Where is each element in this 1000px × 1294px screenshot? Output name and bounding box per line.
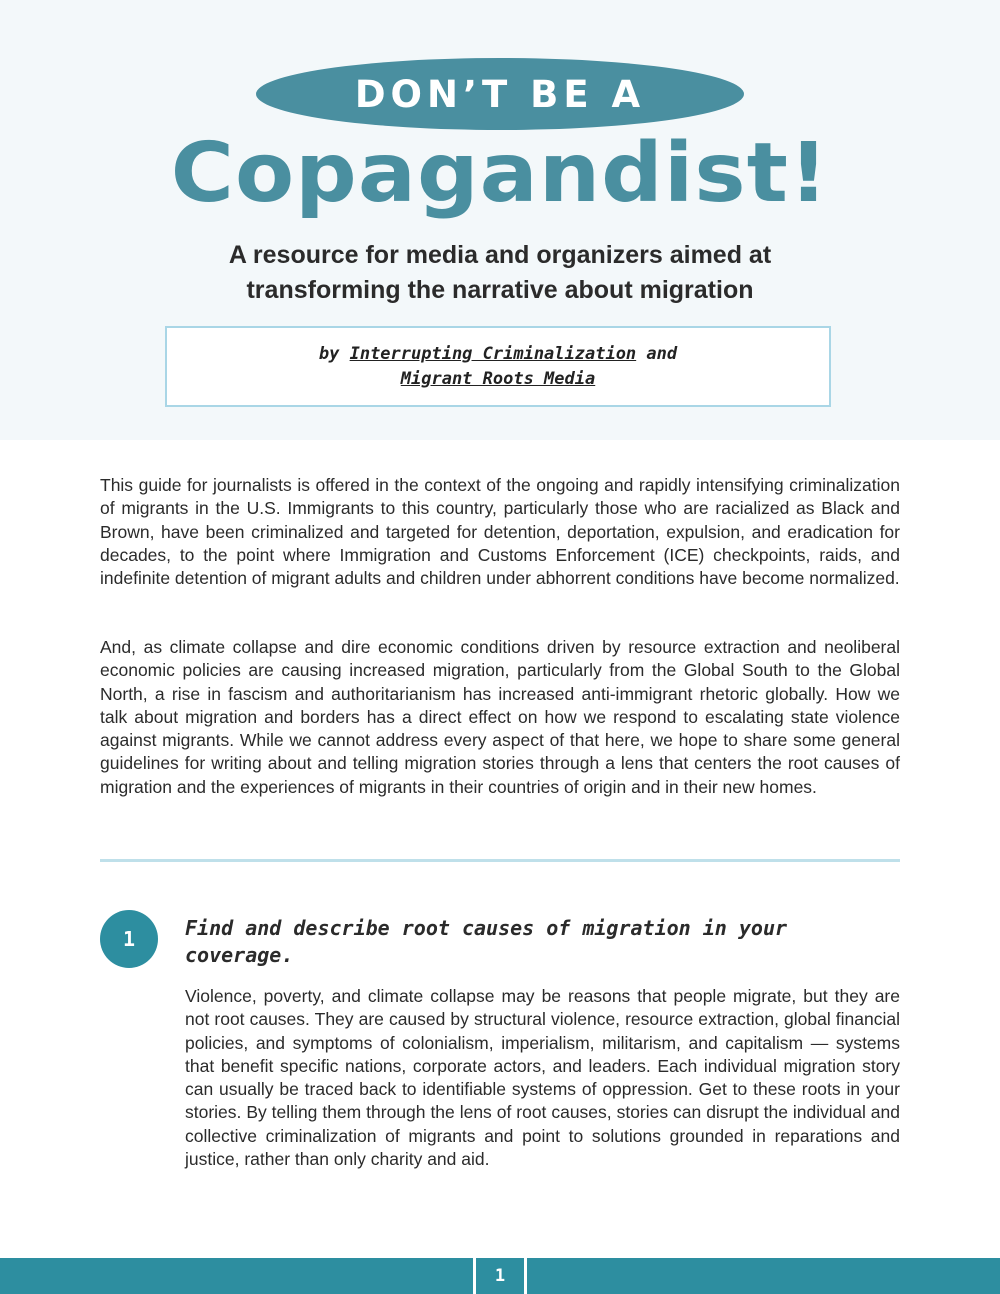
intro-paragraph-1: This guide for journalists is offered in the context of the ongoing and rapidly intensifying criminalization of migrants in the U.S. Immigrants to this country, particularly those who are racialized as Black and Brown, have been criminalized and targeted for detention, deportation, expulsion, and eradication for decades, to the point where Immigration and Customs Enforcement (ICE) checkpoints, raids, and indefinite detention of migrant adults and children under abhorrent conditions have become normalized. — [100, 475, 900, 589]
byline-box — [165, 326, 831, 407]
subtitle — [150, 238, 850, 308]
byline-line-1 — [319, 342, 677, 367]
section-divider — [100, 859, 900, 862]
org-link-interrupting-criminalization[interactable]: Interrupting Criminalization — [349, 343, 637, 364]
section-body: Violence, poverty, and climate collapse may be reasons that people migrate, but they are not root causes. They are caused by structural violence, resource extraction, global financial policies, and symptoms of colonialism, imperialism, militarism, and capitalism — systems that benefit specific nations, corporate actors, and leaders. Each individual migration story can usually be traced back to identifiable systems of oppression. Get to these roots in your stories. By telling them through the lens of root causes, stories can disrupt the individual and collective criminalization of migrants and point to solutions grounded in reparations and justice, rather than only charity and aid. — [185, 986, 900, 1170]
page-number: 1 — [473, 1258, 527, 1294]
byline-conjunction: and — [646, 343, 678, 364]
title-oval-badge — [256, 58, 744, 130]
subtitle-line-2: transforming the narrative about migration — [246, 276, 754, 304]
section-number-badge: 1 — [100, 910, 158, 968]
hero-section — [0, 0, 1000, 440]
org-link-migrant-roots-media[interactable]: Migrant Roots Media — [400, 368, 596, 389]
byline-prefix: by — [318, 343, 340, 364]
byline-line-2 — [401, 367, 595, 392]
section-heading: Find and describe root causes of migration in your coverage. — [185, 916, 788, 967]
oval-text: DON’T BE A — [354, 72, 646, 116]
main-title: Copagandist! — [170, 126, 830, 221]
subtitle-line-1: A resource for media and organizers aimed at — [228, 241, 772, 269]
intro-paragraph-2: And, as climate collapse and dire economic conditions driven by resource extraction and neoliberal economic policies are causing increased migration, particularly from the Global South to the Global North, a rise in fascism and authoritarianism has increased anti-immigrant rhetoric globally. How we talk about migration and borders has a direct effect on how we respond to escalating state violence against migrants. While we cannot address every aspect of that here, we hope to share some general guidelines for writing about and telling migration stories through a lens that centers the root causes of migration and the experiences of migrants in their countries of origin and in their new homes. — [100, 637, 900, 797]
